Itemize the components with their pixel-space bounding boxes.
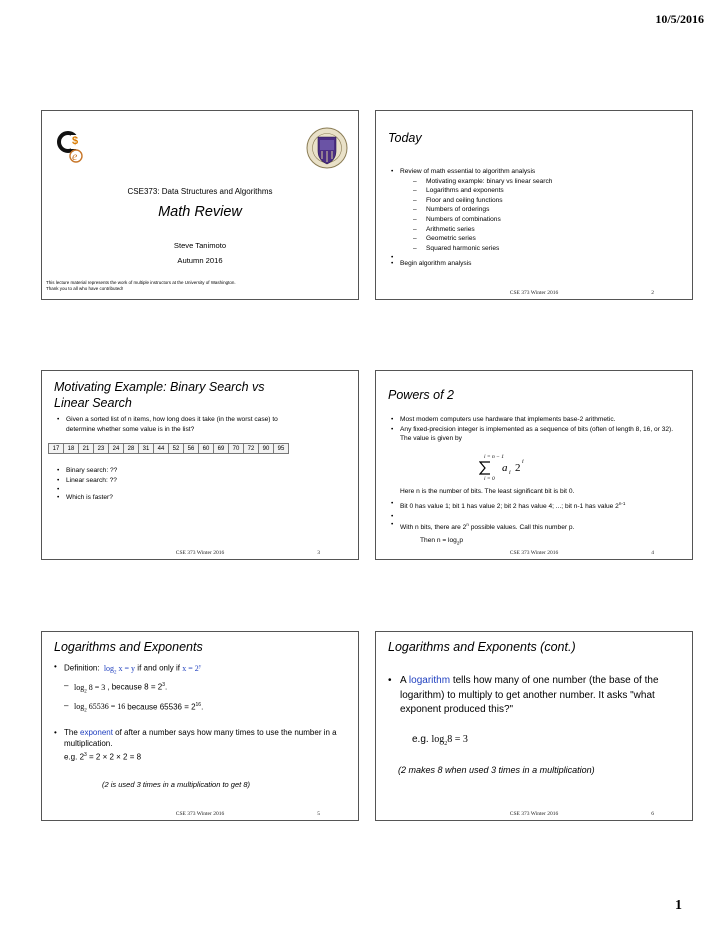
spacer bbox=[388, 512, 678, 520]
slide-number: 4 bbox=[651, 550, 654, 556]
title-line-1: Motivating Example: Binary Search vs bbox=[54, 380, 265, 394]
example-line-2: – $\log_2 65536 = 16$ because $65536 = 2^{16}$. bbox=[64, 700, 204, 714]
array-cell: 24 bbox=[108, 443, 124, 454]
slide-3-motivating-example bbox=[41, 370, 359, 560]
array-cell: 69 bbox=[213, 443, 229, 454]
page-date: 10/5/2016 bbox=[655, 12, 704, 26]
list-item: – Squared harmonic series bbox=[400, 244, 678, 254]
list-item: • Given a sorted list of n items, how long does it take (in the worst case) to determine whether some value is in the list? bbox=[54, 415, 290, 434]
term: Autumn 2016 bbox=[177, 256, 223, 265]
list-item: • Begin algorithm analysis bbox=[388, 259, 678, 269]
footer-course: CSE 373 Winter 2016 bbox=[509, 811, 559, 817]
list-item: • Most modern computers use hardware that implements base-2 arithmetic. bbox=[388, 415, 678, 425]
array-cell: 18 bbox=[63, 443, 79, 454]
array-cell: 95 bbox=[273, 443, 289, 454]
list-item: – Numbers of combinations bbox=[400, 215, 678, 225]
list-item: • Review of math essential to algorithm analysis – Motivating example: binary vs linear search – Logarithms and exponents – Floor and ceiling functions – Numbers of orderings – Numbers of combinations – Arithmetic series – Geometric series – Squared harmonic series bbox=[388, 167, 678, 253]
slide-title: Powers of 2 bbox=[388, 388, 455, 402]
array-cell: 31 bbox=[138, 443, 154, 454]
sorted-array bbox=[48, 443, 289, 454]
bit-values-list bbox=[388, 499, 678, 533]
slide-number: 2 bbox=[651, 290, 654, 296]
slide-2-today bbox=[375, 110, 693, 300]
list-item: • With n bits, there are 2$^n$ possible values. Call this number p. bbox=[388, 520, 678, 533]
author-name: Steve Tanimoto bbox=[173, 241, 227, 250]
summation-icon bbox=[479, 461, 491, 475]
list-item: – Floor and ceiling functions bbox=[400, 196, 678, 206]
term-coefficient: a bbox=[502, 462, 508, 474]
credit-line-1: This lecture material represents the work of multiple instructors at the University of Washington. bbox=[46, 280, 236, 285]
definition-line: • Definition: $\log_2 x = y$ if and only if $x = 2^y$ bbox=[54, 662, 202, 676]
array-cell: 72 bbox=[243, 443, 259, 454]
summation-upper: i = n − 1 bbox=[484, 454, 504, 460]
slide-number: 6 bbox=[651, 811, 654, 817]
search-list bbox=[54, 466, 290, 503]
list-item: • Linear search: ?? bbox=[54, 476, 290, 486]
array-cell: 23 bbox=[93, 443, 109, 454]
term-exponent: i bbox=[522, 459, 524, 465]
exponent-example: e.g. $2^3 = 2 \times 2 \times 2 = 8$ bbox=[64, 751, 142, 762]
array-cell: 28 bbox=[123, 443, 139, 454]
svg-text:e: e bbox=[72, 149, 78, 163]
page-number: 1 bbox=[675, 898, 682, 913]
array-cell: 60 bbox=[198, 443, 214, 454]
array-cell: 44 bbox=[153, 443, 169, 454]
array-cell: 52 bbox=[168, 443, 184, 454]
example-line-1: – $\log_2 8 = 3$ , because $8 = 2^3$. bbox=[64, 681, 168, 695]
list-item: – Geometric series bbox=[400, 234, 678, 244]
slide-title: Logarithms and Exponents (cont.) bbox=[388, 640, 576, 654]
agenda-sublist bbox=[400, 177, 678, 254]
powers-list bbox=[388, 415, 678, 444]
summation-formula bbox=[476, 454, 546, 486]
spacer bbox=[54, 485, 290, 493]
footer-course: CSE 373 Winter 2016 bbox=[509, 290, 559, 296]
exponent-note: (2 is used 3 times in a multiplication to get 8) bbox=[102, 780, 250, 789]
intro-list bbox=[54, 415, 290, 434]
then-line: Then $n = \log_2p$ bbox=[420, 537, 464, 546]
array-cell: 21 bbox=[78, 443, 94, 454]
array-cell: 70 bbox=[228, 443, 244, 454]
array-cell: 17 bbox=[48, 443, 64, 454]
list-item: – Numbers of orderings bbox=[400, 205, 678, 215]
list-item: – Motivating example: binary vs linear search bbox=[400, 177, 678, 187]
logarithm-example: e.g. $\log_28 = 3$ bbox=[412, 734, 468, 747]
agenda-list bbox=[388, 167, 678, 269]
slide-4-powers-of-2 bbox=[375, 370, 693, 560]
exponent-line: • The exponent of after a number says how many times to use the number in a multiplication. bbox=[54, 727, 337, 748]
array-cell: 56 bbox=[183, 443, 199, 454]
slide-number: 3 bbox=[317, 550, 320, 556]
slide-5-logarithms bbox=[41, 631, 359, 821]
array-cell: 90 bbox=[258, 443, 274, 454]
definition-block bbox=[54, 660, 348, 763]
course-name: CSE373: Data Structures and Algorithms bbox=[127, 187, 273, 196]
footer-course: CSE 373 Winter 2016 bbox=[175, 550, 225, 556]
term-index: i bbox=[509, 470, 511, 476]
footer-course: CSE 373 Winter 2016 bbox=[175, 811, 225, 817]
slide-title bbox=[54, 379, 265, 411]
slide-title: Logarithms and Exponents bbox=[54, 640, 203, 654]
logarithm-definition: • A logarithm tells how many of one number (the base of the logarithm) to multiply to get another number. It asks "what exponent produced this?" bbox=[388, 675, 659, 715]
slide-title: Today bbox=[388, 131, 422, 145]
credit-note bbox=[46, 280, 236, 292]
svg-text:$: $ bbox=[72, 135, 79, 147]
title-line-2: Linear Search bbox=[54, 396, 132, 410]
list-item: • Which is faster? bbox=[54, 493, 290, 503]
list-item: – Logarithms and exponents bbox=[400, 186, 678, 196]
slide-6-logarithms-cont bbox=[375, 631, 693, 821]
list-item: – Arithmetic series bbox=[400, 225, 678, 235]
summation-lower: i = 0 bbox=[484, 476, 495, 482]
slide-1-title-text: Math Review bbox=[158, 204, 242, 220]
list-item: • Any fixed-precision integer is implemented as a sequence of bits (often of length 8, 16, or 32). The value is given by bbox=[388, 425, 678, 444]
uw-seal-icon bbox=[306, 123, 348, 173]
slide-1-title bbox=[41, 110, 359, 300]
credit-line-2: Thank you to all who have contributed! bbox=[46, 286, 124, 291]
spacer bbox=[54, 718, 348, 727]
list-item: • Bit 0 has value 1; bit 1 has value 2; bit 2 has value 4; ...; bit n-1 has value 2$^{n-1}$ bbox=[388, 499, 678, 512]
cse-logo-icon bbox=[54, 129, 86, 167]
logarithm-note: (2 makes 8 when used 3 times in a multiplication) bbox=[398, 765, 595, 775]
footer-course: CSE 373 Winter 2016 bbox=[509, 550, 559, 556]
list-item: • Binary search: ?? bbox=[54, 466, 290, 476]
bits-note: Here n is the number of bits. The least significant bit is bit 0. bbox=[400, 488, 575, 495]
term-base: 2 bbox=[515, 462, 521, 474]
slide-number: 5 bbox=[317, 811, 320, 817]
